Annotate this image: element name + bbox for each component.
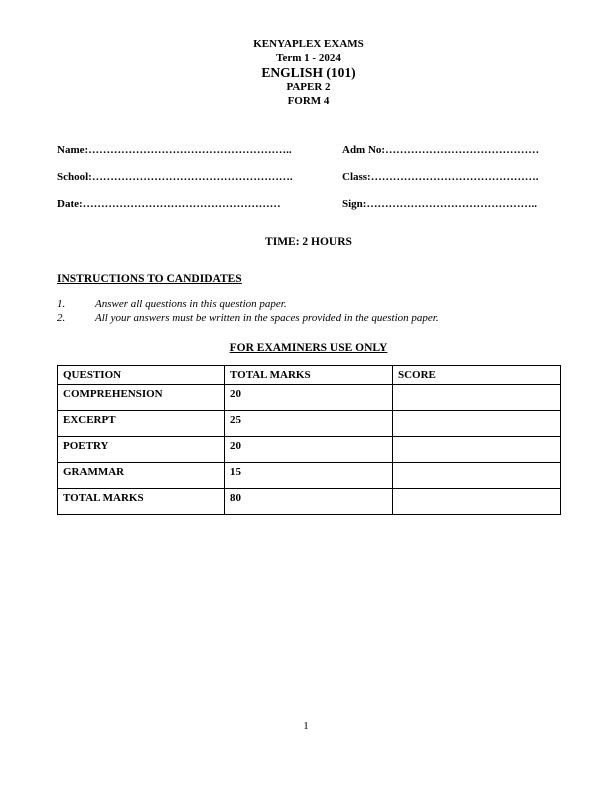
school-field bbox=[57, 171, 342, 184]
question-cell: POETRY bbox=[58, 437, 225, 463]
total-marks-cell: 20 bbox=[225, 385, 393, 411]
name-label: Name: bbox=[57, 144, 89, 156]
name-field bbox=[57, 144, 342, 157]
instruction-number: 1. bbox=[57, 298, 66, 310]
instruction-item bbox=[57, 298, 560, 312]
question-cell: COMPREHENSION bbox=[58, 385, 225, 411]
instruction-text: All your answers must be written in the spaces provided in the question paper. bbox=[95, 311, 439, 324]
field-row bbox=[57, 198, 560, 211]
question-cell: TOTAL MARKS bbox=[58, 489, 225, 515]
total-marks-cell: 15 bbox=[225, 463, 393, 489]
page-footer bbox=[0, 720, 612, 732]
examiners-section-title: FOR EXAMINERS USE ONLY bbox=[229, 342, 388, 354]
question-cell: GRAMMAR bbox=[58, 463, 225, 489]
sign-field bbox=[342, 198, 560, 211]
sign-fill-line: ……………………………………….. bbox=[366, 198, 537, 210]
class-label: Class: bbox=[342, 171, 371, 183]
instruction-number: 2. bbox=[57, 311, 66, 324]
score-cell bbox=[393, 463, 561, 489]
instruction-item bbox=[57, 312, 560, 326]
total-marks-cell: 20 bbox=[225, 437, 393, 463]
date-fill-line: ……………………………………………… bbox=[82, 198, 281, 210]
score-cell bbox=[393, 385, 561, 411]
instruction-text: Answer all questions in this question paper. bbox=[95, 298, 287, 310]
exam-board-title: KENYAPLEX EXAMS bbox=[253, 38, 364, 50]
field-row bbox=[57, 144, 560, 157]
adm-no-label: Adm No: bbox=[342, 144, 386, 156]
column-header-score: SCORE bbox=[393, 366, 561, 385]
total-marks-cell: 25 bbox=[225, 411, 393, 437]
table-row bbox=[58, 489, 561, 515]
candidate-fields bbox=[57, 144, 560, 211]
date-label: Date: bbox=[57, 198, 83, 210]
form-level: FORM 4 bbox=[287, 94, 330, 107]
name-fill-line: ……………………………………………….. bbox=[88, 144, 292, 156]
exam-term: Term 1 - 2024 bbox=[276, 51, 341, 64]
score-cell bbox=[393, 411, 561, 437]
page-number: 1 bbox=[303, 720, 309, 732]
score-cell bbox=[393, 489, 561, 515]
table-row bbox=[58, 385, 561, 411]
total-marks-cell: 80 bbox=[225, 489, 393, 515]
date-field bbox=[57, 198, 342, 211]
instructions-title: INSTRUCTIONS TO CANDIDATES bbox=[57, 273, 242, 285]
class-fill-line: ………………………………………. bbox=[370, 171, 539, 183]
column-header-total-marks: TOTAL MARKS bbox=[225, 366, 393, 385]
adm-no-field bbox=[342, 144, 560, 157]
score-cell bbox=[393, 437, 561, 463]
time-allowed: TIME: 2 HOURS bbox=[265, 236, 352, 248]
sign-label: Sign: bbox=[342, 198, 367, 210]
field-row bbox=[57, 171, 560, 184]
table-row bbox=[58, 411, 561, 437]
table-header-row bbox=[58, 366, 561, 385]
school-label: School: bbox=[57, 171, 92, 183]
document-header bbox=[57, 38, 560, 108]
paper-number: PAPER 2 bbox=[286, 81, 331, 93]
subject-title: ENGLISH (101) bbox=[261, 65, 356, 80]
question-cell: EXCERPT bbox=[58, 411, 225, 437]
table-row bbox=[58, 463, 561, 489]
table-row bbox=[58, 437, 561, 463]
class-field bbox=[342, 171, 560, 184]
instructions-list bbox=[57, 298, 560, 325]
column-header-question: QUESTION bbox=[58, 366, 225, 385]
adm-no-fill-line: …………………………………… bbox=[385, 144, 540, 156]
examiners-table bbox=[57, 365, 561, 515]
school-fill-line: ………………………………………………. bbox=[91, 171, 293, 183]
